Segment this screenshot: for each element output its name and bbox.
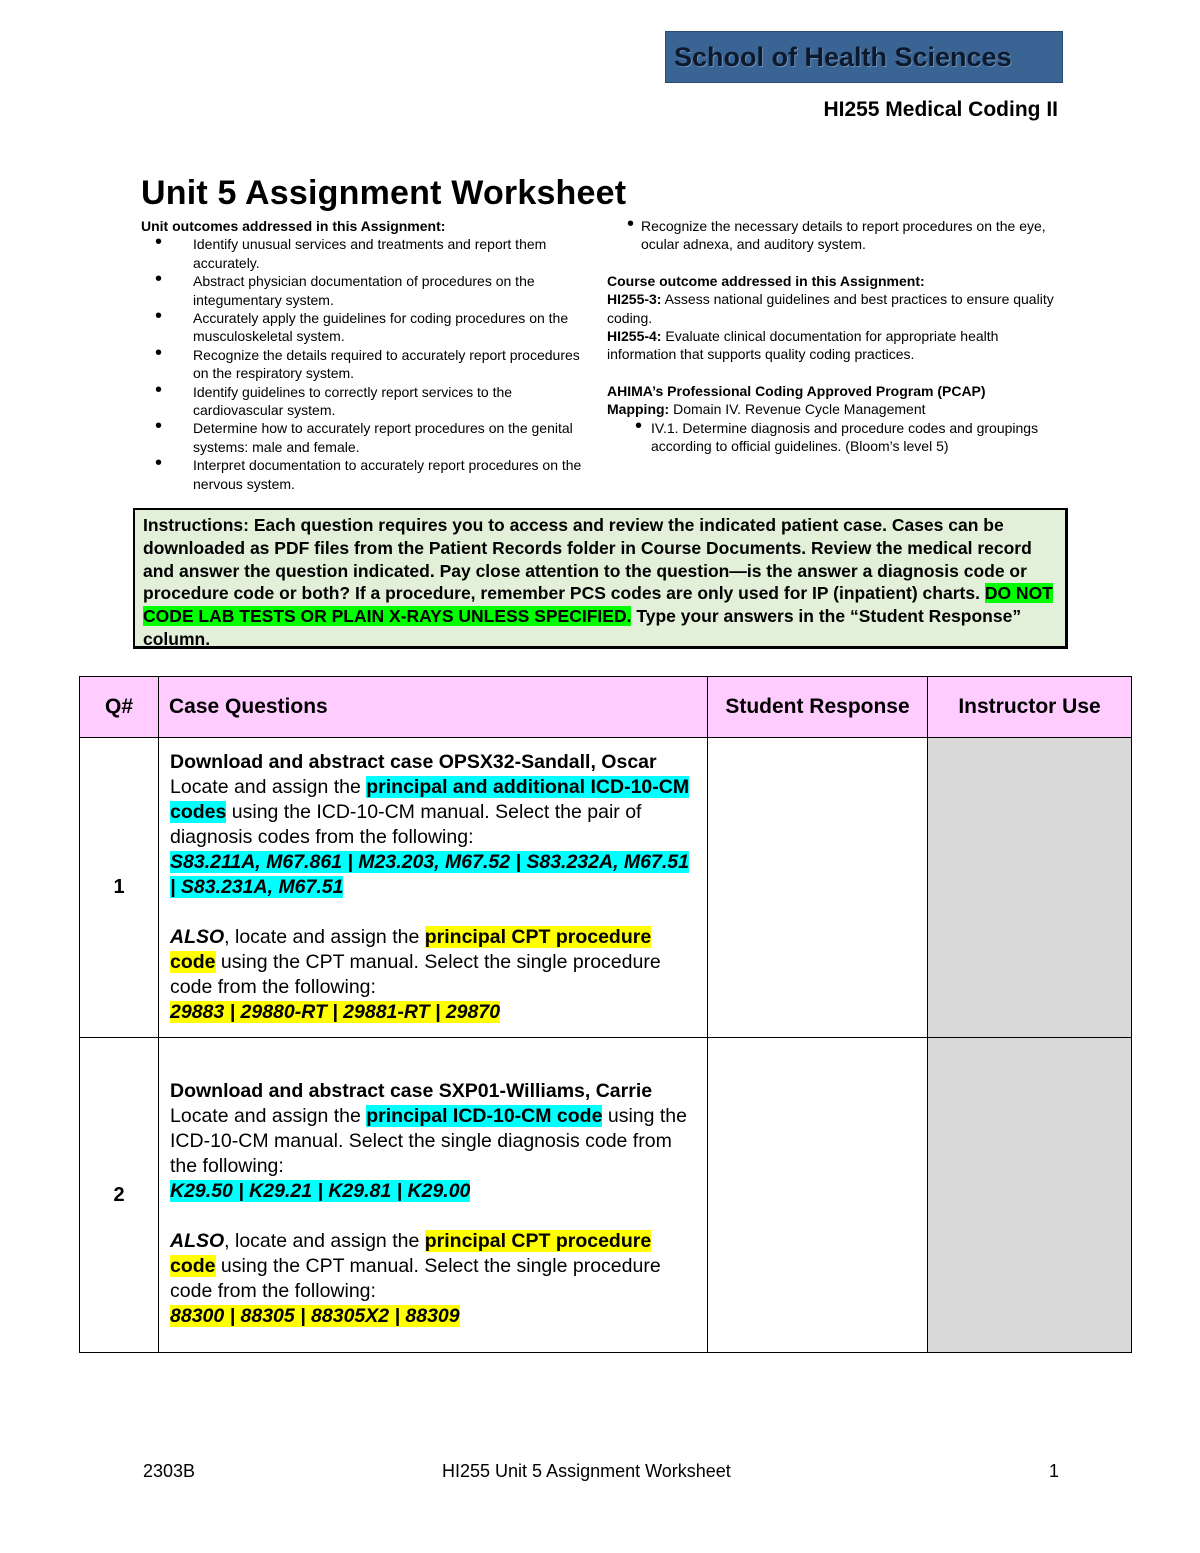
question-number: 2 [80, 1038, 159, 1353]
unit-outcome-item: • Determine how to accurately report procedures on the genital systems: male and female. [141, 419, 596, 456]
column-header-q: Q# [80, 677, 159, 738]
instructor-use-cell [928, 1038, 1132, 1353]
course-title: HI255 Medical Coding II [823, 98, 1058, 121]
school-banner [665, 31, 1063, 83]
unit-outcomes-list-continued [607, 217, 1057, 254]
unit-outcome-item: • Identify guidelines to correctly report services to the cardiovascular system. [141, 383, 596, 420]
instructions-tail: Type your answers in the “Student Response” column. [143, 606, 1022, 649]
diagnosis-choices: K29.50 | K29.21 | K29.81 | K29.00 [170, 1180, 471, 1202]
questions-table [79, 676, 1132, 1353]
table-row [80, 1038, 1132, 1353]
course-outcome-item: HI255-3: Assess national guidelines and best practices to ensure quality coding. [607, 291, 1054, 326]
footer-title: HI255 Unit 5 Assignment Worksheet [442, 1461, 731, 1481]
student-response-cell[interactable] [708, 738, 928, 1038]
unit-outcomes-heading: Unit outcomes addressed in this Assignment: [141, 218, 446, 234]
page-number: 1 [1049, 1461, 1060, 1481]
case-title: Download and abstract case OPSX32-Sandall, Oscar [170, 751, 657, 773]
unit-outcome-item: • Identify unusual services and treatments and report them accurately. [141, 235, 596, 272]
unit-outcome-item: • Recognize the details required to accurately report procedures on the respiratory system. [141, 346, 596, 383]
case-question [159, 1038, 708, 1353]
footer-code: 2303B [143, 1461, 196, 1481]
instructions-text: Instructions: Each question requires you to access and review the indicated patient case. Cases can be downloaded as PDF files from the Patient Records folder in Course Documents. Review the medical record and answer the question indicated. Pay close attention to the question—is the answer a diagnosis code or procedure code or both? If a procedure, remember PCS codes are only used for IP (inpatient) charts. [143, 515, 1032, 604]
school-name: School of Health Sciences [674, 41, 1012, 72]
table-row [80, 738, 1132, 1038]
unit-outcome-item: • Interpret documentation to accurately report procedures on the nervous system. [141, 456, 596, 493]
procedure-choices: 88300 | 88305 | 88305X2 | 88309 [170, 1305, 460, 1327]
column-header-instructor: Instructor Use [928, 677, 1132, 738]
procedure-prompt: ALSO, locate and assign the principal CPT procedure code using the CPT manual. Select the single procedure code from the following: [170, 1230, 661, 1302]
instructions-warning: DO NOT CODE LAB TESTS OR PLAIN X-RAYS UNLESS SPECIFIED. [143, 583, 1053, 627]
ahima-heading: AHIMA’s Professional Coding Approved Program (PCAP) [607, 382, 986, 399]
unit-outcomes [141, 217, 596, 493]
ahima-mapping: Mapping: Domain IV. Revenue Cycle Management [607, 401, 926, 418]
unit-outcome-item: • Accurately apply the guidelines for coding procedures on the musculoskeletal system. [141, 309, 596, 346]
unit-outcome-item: • Recognize the necessary details to report procedures on the eye, ocular adnexa, and auditory system. [607, 217, 1057, 254]
column-header-case: Case Questions [159, 677, 708, 738]
procedure-choices: 29883 | 29880-RT | 29881-RT | 29870 [170, 1001, 501, 1023]
case-question [159, 738, 708, 1038]
case-title: Download and abstract case SXP01-Williams, Carrie [170, 1080, 653, 1102]
procedure-prompt: ALSO, locate and assign the principal CPT procedure code using the CPT manual. Select the single procedure code from the following: [170, 926, 661, 998]
unit-outcomes-list [141, 235, 596, 493]
ahima-item: • IV.1. Determine diagnosis and procedure codes and groupings according to official guidelines. (Bloom’s level 5) [607, 419, 1057, 456]
diagnosis-choices: S83.211A, M67.861 | M23.203, M67.52 | S83.232A, M67.51 | S83.231A, M67.51 [170, 851, 689, 898]
column-header-response: Student Response [708, 677, 928, 738]
unit-outcome-item: • Abstract physician documentation of procedures on the integumentary system. [141, 272, 596, 309]
course-outcome-item: HI255-4: Evaluate clinical documentation for appropriate health information that supports quality coding practices. [607, 328, 999, 363]
student-response-cell[interactable] [708, 1038, 928, 1353]
question-number: 1 [80, 738, 159, 1038]
table-header-row [80, 677, 1132, 738]
page-title: Unit 5 Assignment Worksheet [141, 174, 627, 212]
instructions-box [133, 508, 1068, 649]
diagnosis-prompt: Locate and assign the principal ICD-10-CM code using the ICD-10-CM manual. Select the single diagnosis code from the following: [170, 1105, 687, 1177]
diagnosis-prompt: Locate and assign the principal and additional ICD-10-CM codes using the ICD-10-CM manual. Select the pair of diagnosis codes from the following: [170, 776, 690, 848]
instructor-use-cell [928, 738, 1132, 1038]
course-outcome-heading: Course outcome addressed in this Assignment: [607, 272, 925, 289]
outcomes-right-column [607, 217, 1057, 455]
ahima-list [607, 419, 1057, 456]
